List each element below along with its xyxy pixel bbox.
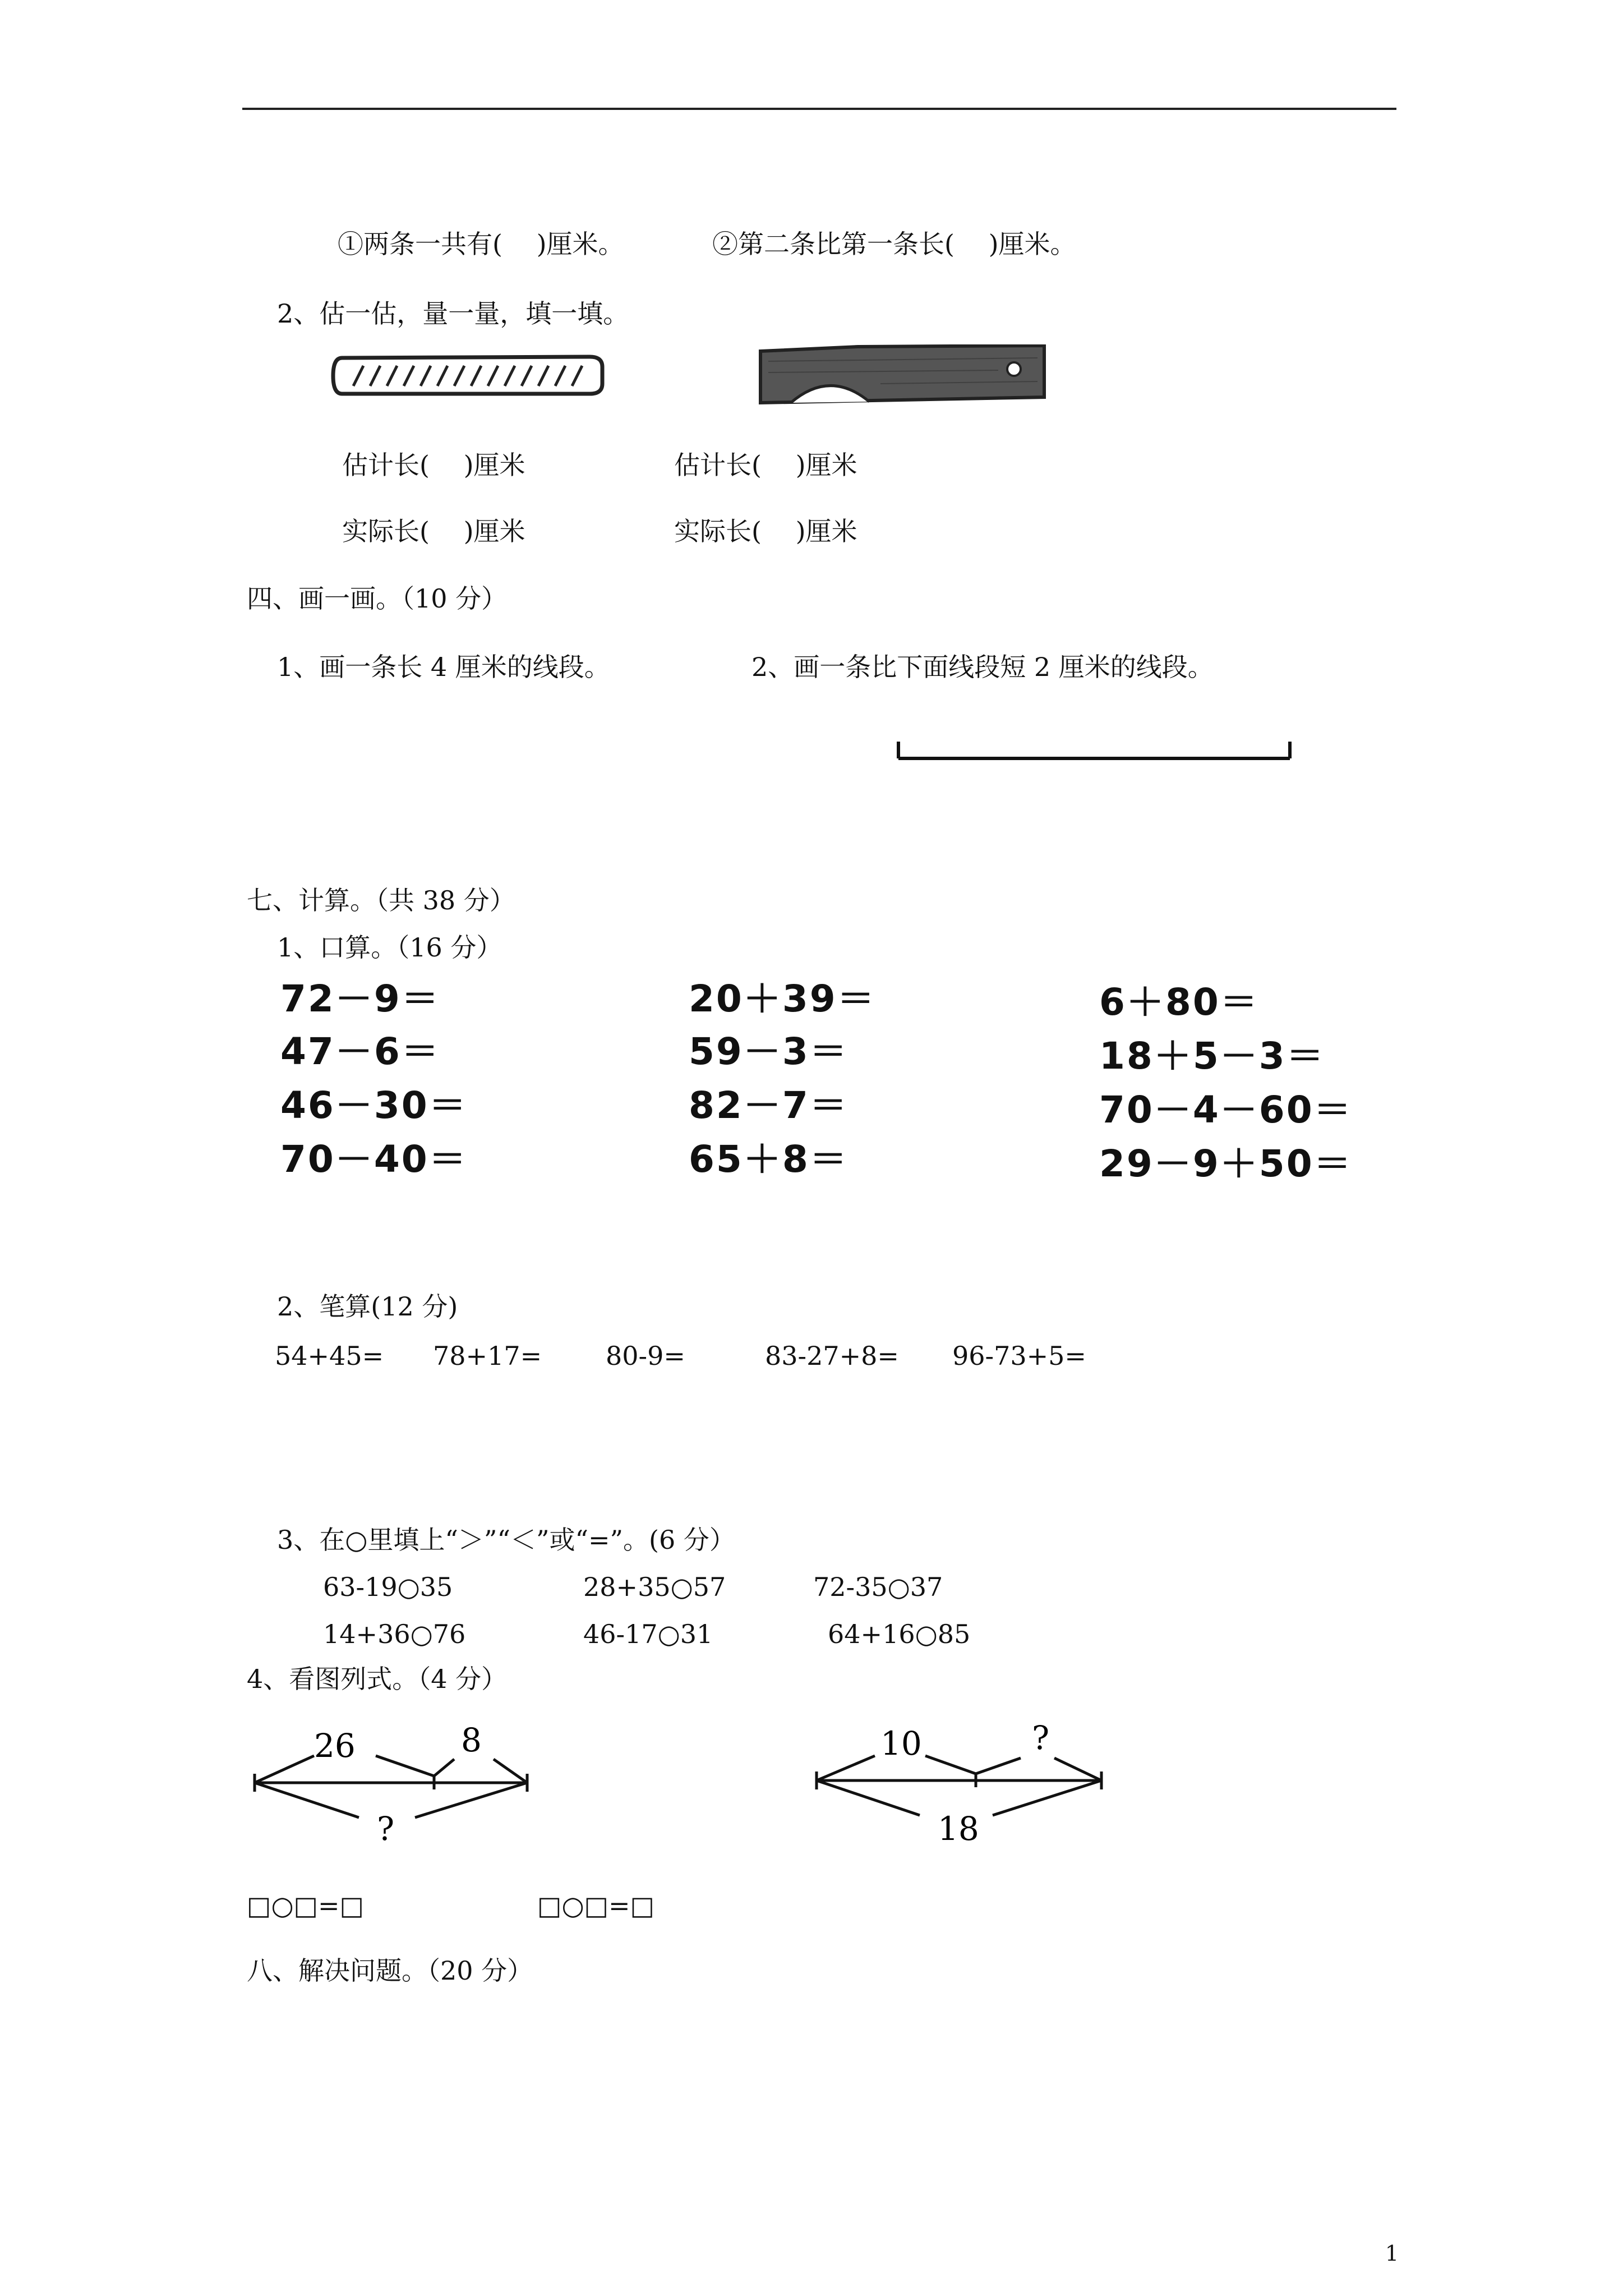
written-item: 83-27+8= (765, 1341, 899, 1371)
compare-item: 63-19○35 (323, 1572, 453, 1602)
compare-item: 64+16○85 (828, 1619, 971, 1649)
header-rule (242, 108, 1396, 110)
section7-title: 七、计算。（共 38 分） (247, 885, 515, 915)
tool-blade-image (757, 344, 1049, 406)
compare-title: 3、在○里填上“＞”“＜”或“=”。(6 分） (277, 1525, 735, 1555)
diagram-label: 8 (461, 1721, 482, 1759)
actual-left: 实际长( )厘米 (342, 516, 525, 546)
q1-item-difference: ②第二条比第一条长( )厘米。 (712, 229, 1076, 259)
line-diagram-right (808, 1700, 1110, 1851)
answer-template-right: □○□=□ (537, 1890, 655, 1921)
section4-q2: 2、画一条比下面线段短 2 厘米的线段。 (751, 652, 1214, 682)
oral-item: 6＋80＝ (1099, 981, 1259, 1024)
oral-item: 46－30＝ (280, 1084, 468, 1127)
line-diagram-left (247, 1705, 538, 1851)
written-item: 54+45= (275, 1341, 384, 1371)
compare-item: 14+36○76 (323, 1619, 466, 1649)
oral-item: 20＋39＝ (689, 977, 876, 1020)
written-item: 96-73+5= (952, 1341, 1086, 1371)
oral-item: 70－40＝ (280, 1138, 468, 1181)
compare-item: 28+35○57 (583, 1572, 726, 1602)
striped-stick-image (331, 353, 606, 398)
answer-template-left: □○□=□ (247, 1890, 365, 1921)
estimate-left: 估计长( )厘米 (342, 450, 525, 480)
actual-right: 实际长( )厘米 (674, 516, 857, 546)
section4-title: 四、画一画。（10 分） (247, 583, 508, 614)
written-title: 2、笔算(12 分) (277, 1291, 458, 1322)
diagram-label: 10 (880, 1724, 922, 1763)
diagram-label: ? (1032, 1719, 1050, 1757)
diagram-label: ? (377, 1810, 395, 1848)
oral-item: 29－9＋50＝ (1099, 1142, 1353, 1185)
oral-item: 65＋8＝ (689, 1138, 849, 1181)
oral-item: 59－3＝ (689, 1030, 849, 1073)
oral-item: 72－9＝ (280, 977, 440, 1020)
page-number: 1 (1385, 2241, 1399, 2266)
oral-item: 70－4－60＝ (1099, 1088, 1353, 1131)
section4-q1: 1、画一条长 4 厘米的线段。 (277, 652, 610, 682)
compare-item: 46-17○31 (583, 1619, 713, 1649)
oral-item: 82－7＝ (689, 1084, 849, 1127)
written-item: 78+17= (433, 1341, 542, 1371)
figure-title: 4、看图列式。（4 分） (247, 1664, 508, 1694)
reference-line-segment (895, 739, 1293, 762)
oral-title: 1、口算。（16 分） (277, 932, 502, 963)
compare-item: 72-35○37 (813, 1572, 943, 1602)
diagram-label: 18 (938, 1810, 979, 1848)
section8-title: 八、解决问题。（20 分） (247, 1955, 533, 1986)
written-item: 80-9= (606, 1341, 685, 1371)
diagram-label: 26 (314, 1727, 356, 1765)
oral-item: 47－6＝ (280, 1030, 440, 1073)
oral-item: 18＋5－3＝ (1099, 1034, 1325, 1078)
estimate-right: 估计长( )厘米 (674, 450, 857, 480)
q2-title: 2、估一估，量一量，填一填。 (277, 298, 629, 329)
q1-item-total: ①两条一共有( )厘米。 (338, 229, 624, 259)
